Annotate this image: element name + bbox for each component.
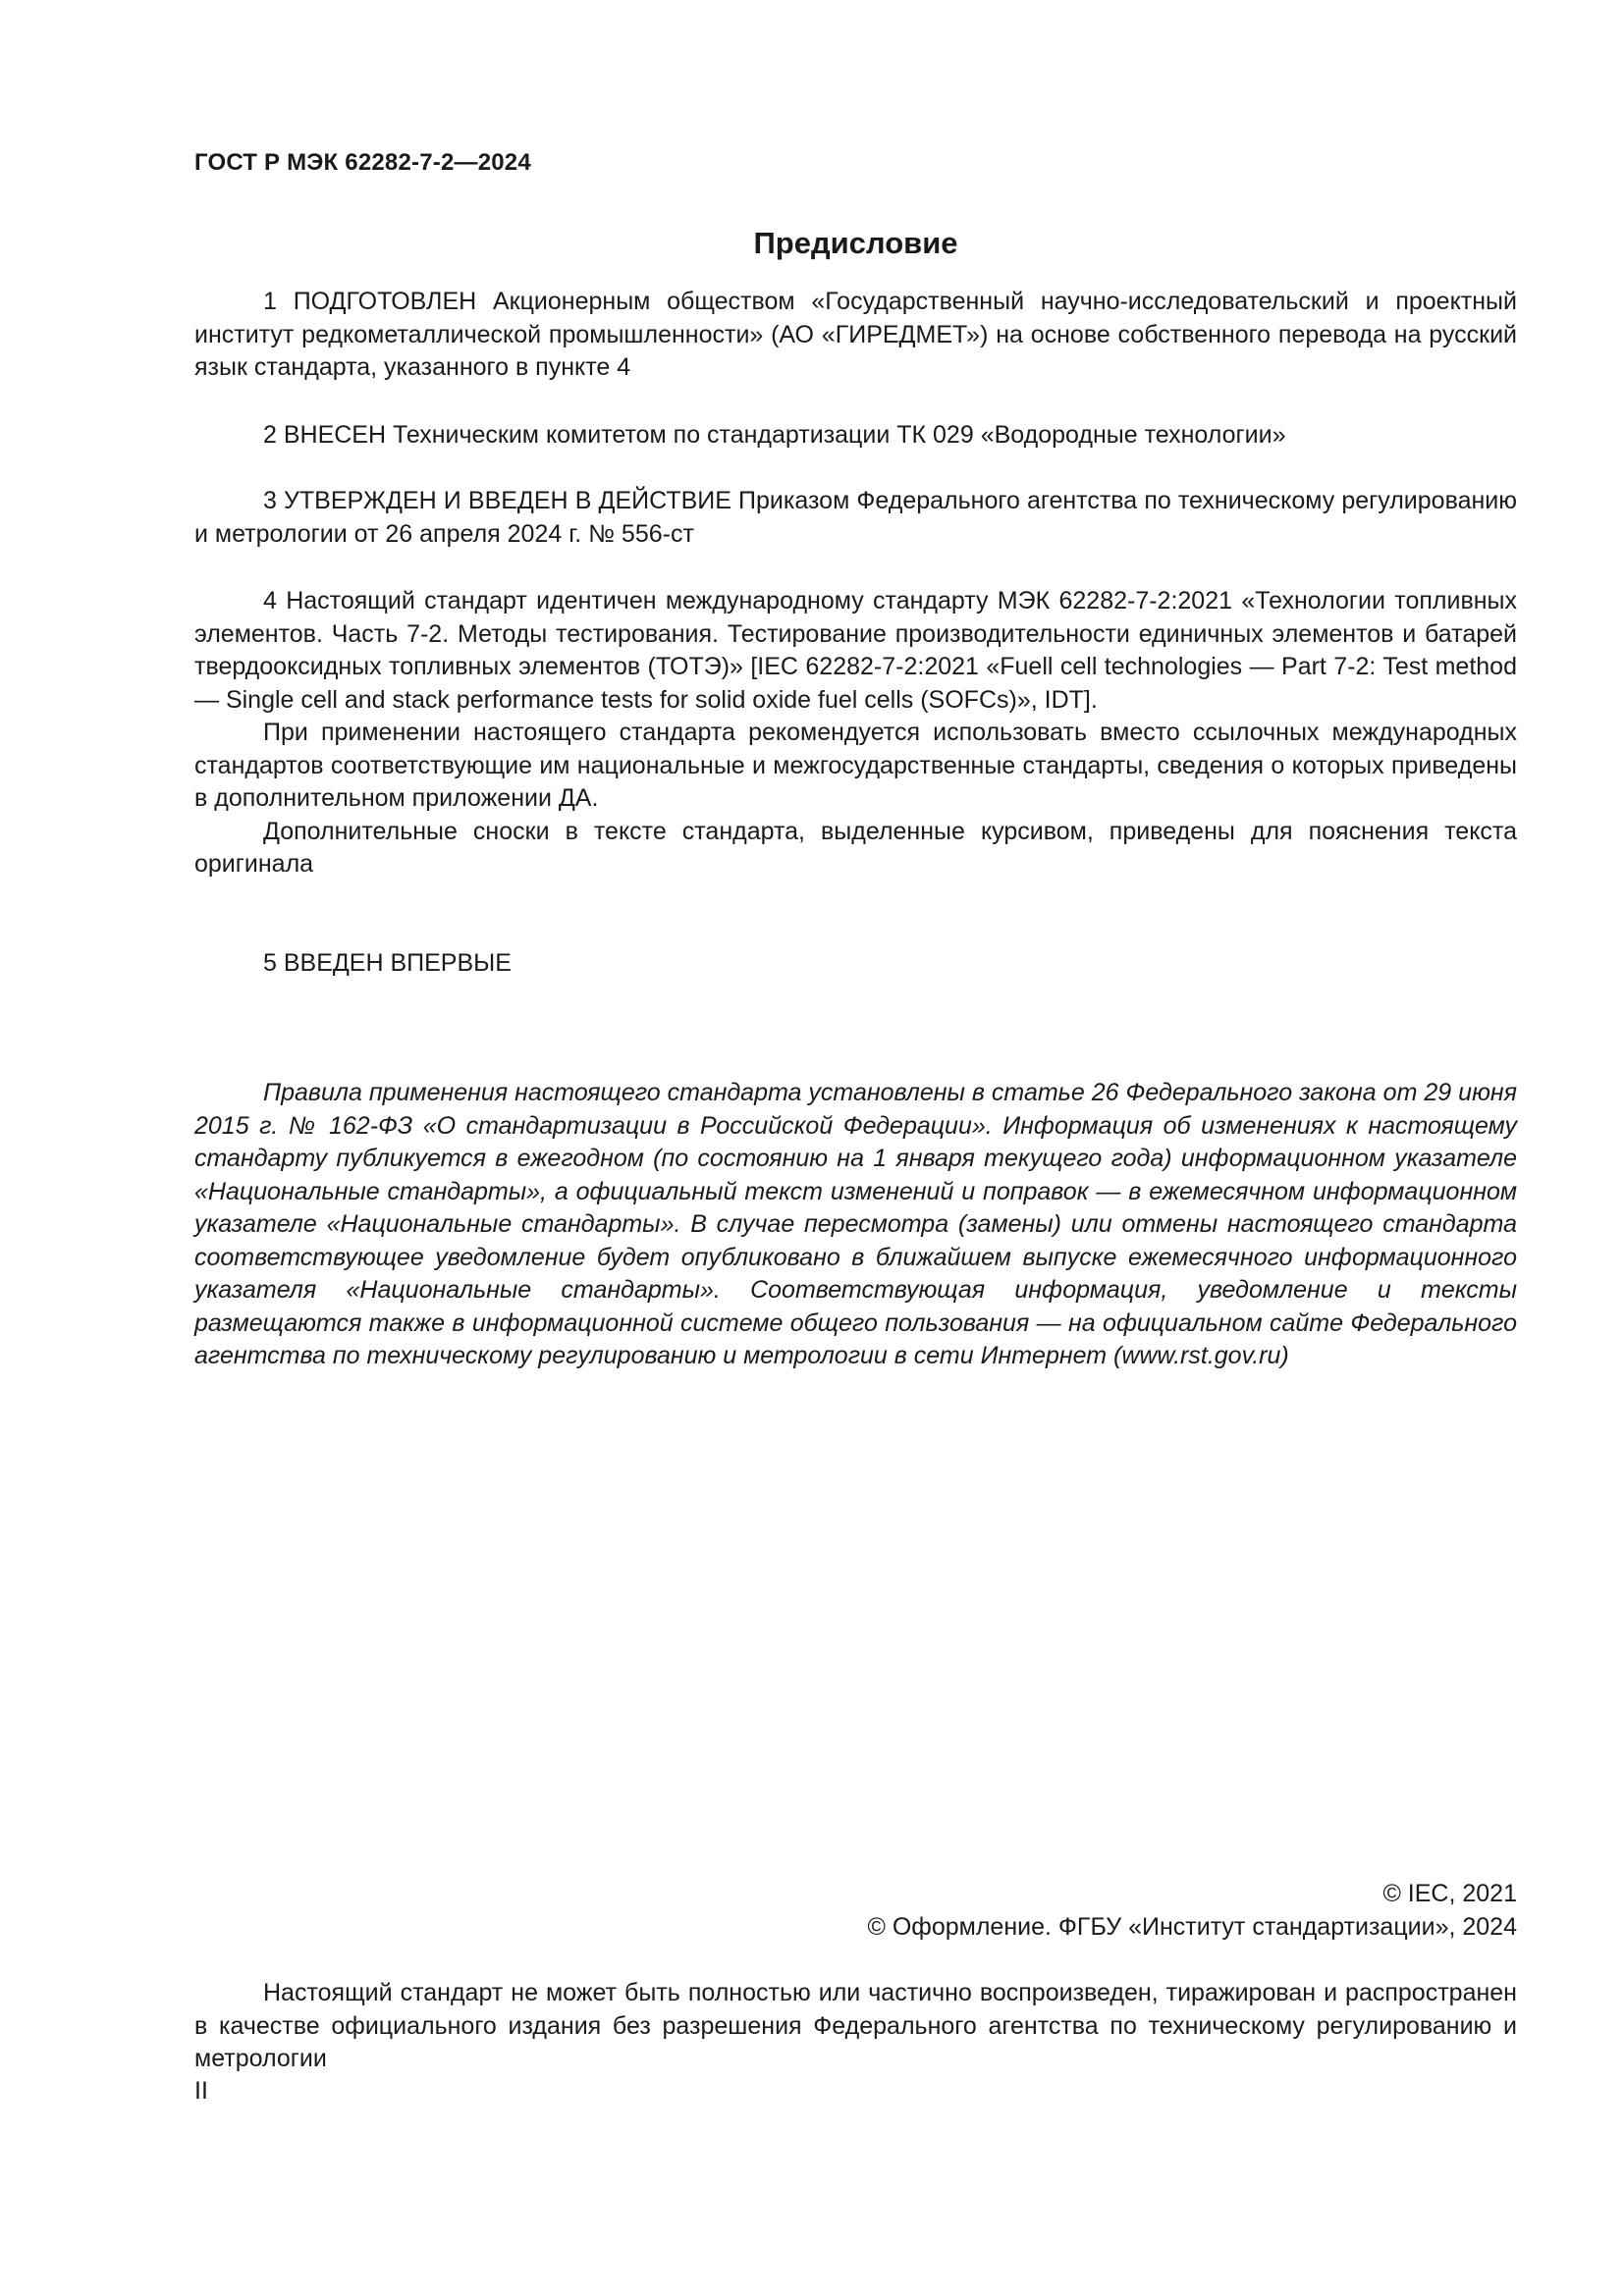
paragraph-references-note: При применении настоящего стандарта рекомендуется использовать вместо ссылочных международных стандартов соответствующие им национальные и межгосударственные стандарты, сведения о которых приведены в дополнительном приложении ДА. <box>194 719 1517 812</box>
paragraph-first-introduced: 5 ВВЕДЕН ВПЕРВЫЕ <box>263 949 512 977</box>
document-code: ГОСТ Р МЭК 62282-7-2—2024 <box>194 149 531 176</box>
page-number: II <box>194 2077 208 2105</box>
page-title: Предисловие <box>753 226 958 260</box>
paragraph-identical-standard: 4 Настоящий стандарт идентичен международному стандарту МЭК 62282-7-2:2021 «Технологии топливных элементов. Часть 7-2. Методы тестирования. Тестирование производительности единичных элементов и батарей твердооксидных топливных элементов (ТОТЭ)» [IEC 62282-7-2:2021 «Fuell cell technologies — Part 7-2: Test method — Single cell and stack performance tests for solid oxide fuel cells (SOFCs)», IDT]. <box>194 587 1517 714</box>
reproduction-notice <box>194 1977 1517 2076</box>
application-rules-notice <box>194 1077 1517 1373</box>
foreword-item-5 <box>194 947 1517 981</box>
paragraph-prepared-by: 1 ПОДГОТОВЛЕН Акционерным обществом «Государственный научно-исследовательский и проектный институт редкометаллической промышленности» (АО «ГИРЕДМЕТ») на основе собственного перевода на русский язык стандарта, указанного в пункте 4 <box>194 288 1517 381</box>
paragraph-footnotes-note: Дополнительные сноски в тексте стандарта, выделенные курсивом, приведены для пояснения текста оригинала <box>194 817 1517 878</box>
foreword-item-3 <box>194 485 1517 551</box>
foreword-item-4 <box>194 585 1517 881</box>
copyright-layout: © Оформление. ФГБУ «Институт стандартизации», 2024 <box>867 1912 1517 1941</box>
foreword-item-1 <box>194 286 1517 385</box>
copyright-block <box>194 1878 1517 1944</box>
paragraph-introduced-by: 2 ВНЕСЕН Техническим комитетом по стандартизации ТК 029 «Водородные технологии» <box>263 421 1286 449</box>
copyright-iec: © IEC, 2021 <box>1382 1880 1517 1907</box>
reproduction-text: Настоящий стандарт не может быть полностью или частично воспроизведен, тиражирован и распространен в качестве официального издания без разрешения Федерального агентства по техническому регулированию и метрологии <box>194 1979 1517 2072</box>
notice-text: Правила применения настоящего стандарта установлены в статье 26 Федерального закона от 29 июня 2015 г. № 162-ФЗ «О стандартизации в Российской Федерации». Информация об изменениях к настоящему стандарту публикуется в ежегодном (по состоянию на 1 января текущего года) информационном указателе «Национальные стандарты», а официальный текст изменений и поправок — в ежемесячном информационном указателе «Национальные стандарты». В случае пересмотра (замены) или отмены настоящего стандарта соответствующее уведомление будет опубликовано в ближайшем выпуске ежемесячного информационного указателя «Национальные стандарты». Соответствующая информация, уведомление и тексты размещаются также в информационной системе общего пользования — на официальном сайте Федерального агентства по техническому регулированию и метрологии в сети Интернет (www.rst.gov.ru) <box>194 1079 1517 1369</box>
paragraph-approved: 3 УТВЕРЖДЕН И ВВЕДЕН В ДЕЙСТВИЕ Приказом Федерального агентства по техническому регулированию и метрологии от 26 апреля 2024 г. № 556-ст <box>194 487 1517 548</box>
foreword-item-2 <box>194 419 1517 453</box>
